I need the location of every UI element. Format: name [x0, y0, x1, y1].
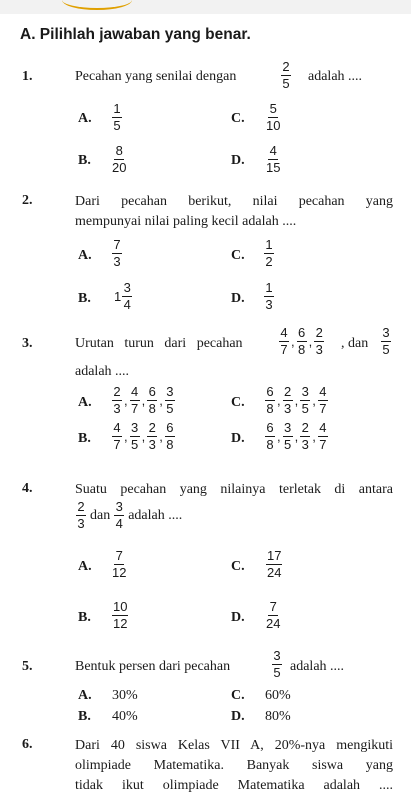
q1-option-b-label[interactable]: B.	[78, 153, 91, 168]
q2-number: 2.	[22, 193, 33, 208]
q3-stem-fractions: $\frac{4}{7}$ , $\frac{6}{8}$ , $\frac{2}{3}$	[280, 325, 323, 357]
q5-stem-fraction: $\frac{3}{5}$	[273, 648, 281, 680]
q3-number: 3.	[22, 336, 33, 351]
q5-option-b-label[interactable]: B.	[78, 709, 91, 724]
q5-option-a-label[interactable]: A.	[78, 688, 92, 703]
q3-option-c-label[interactable]: C.	[231, 395, 245, 410]
q1-option-d-fraction[interactable]: $\frac{4}{15}$	[266, 143, 281, 175]
q3-option-a-label[interactable]: A.	[78, 395, 92, 410]
q1-option-d-label[interactable]: D.	[231, 153, 245, 168]
q5-option-c-value[interactable]: 60%	[265, 688, 291, 703]
q5-option-a-value[interactable]: 30%	[112, 688, 138, 703]
q5-option-d-label[interactable]: D.	[231, 709, 245, 724]
q5-option-b-value[interactable]: 40%	[112, 709, 138, 724]
q2-option-b-mixed-number[interactable]: 1 $\frac{3}{4}$	[114, 280, 131, 312]
top-edge	[0, 0, 411, 14]
q4-option-c-fraction[interactable]: $\frac{17}{24}$	[267, 548, 282, 580]
q5-option-d-value[interactable]: 80%	[265, 709, 291, 724]
q3-stem-line2: adalah ....	[75, 364, 130, 379]
q3-stem-last-fraction: $\frac{3}{5}$	[382, 325, 390, 357]
q1-option-a-label[interactable]: A.	[78, 111, 92, 126]
q2-option-d-fraction[interactable]: $\frac{1}{3}$	[265, 280, 273, 312]
q3-option-b-label[interactable]: B.	[78, 431, 91, 446]
q4-number: 4.	[22, 481, 33, 496]
q5-option-c-label[interactable]: C.	[231, 688, 245, 703]
q4-option-d-fraction[interactable]: $\frac{7}{24}$	[266, 599, 281, 631]
q4-stem: Suatu pecahan yang nilainya terletak di antara	[75, 482, 393, 497]
q3-option-c-fractions[interactable]: $\frac{6}{8}$ , $\frac{2}{3}$ , $\frac{3}{5}$ , $\frac{4}{7}$	[266, 384, 327, 416]
decorative-arc	[62, 0, 132, 10]
q2-option-a-fraction[interactable]: $\frac{7}{3}$	[113, 237, 121, 269]
q3-option-b-fractions[interactable]: $\frac{4}{7}$ , $\frac{3}{5}$ , $\frac{2}{3}$ , $\frac{6}{8}$	[113, 420, 174, 452]
q6-line3: tidak ikut olimpiade Matematika adalah ....	[75, 778, 393, 793]
q2-stem-line2: mempunyai nilai paling kecil adalah ....	[75, 214, 297, 229]
q1-option-a-fraction[interactable]: $\frac{1}{5}$	[113, 101, 121, 133]
q6-line1: Dari 40 siswa Kelas VII A, 20%-nya mengikuti	[75, 738, 393, 753]
q4-option-c-label[interactable]: C.	[231, 559, 245, 574]
q1-number: 1.	[22, 69, 33, 84]
q4-option-d-label[interactable]: D.	[231, 610, 245, 625]
q2-option-c-label[interactable]: C.	[231, 248, 245, 263]
q3-stem: Urutan turun dari pecahan	[75, 336, 243, 351]
q6-line2: olimpiade Matematika. Banyak siswa yang	[75, 758, 393, 773]
q3-option-a-fractions[interactable]: $\frac{2}{3}$ , $\frac{4}{7}$ , $\frac{6}{8}$ , $\frac{3}{5}$	[113, 384, 174, 416]
q6-number: 6.	[22, 737, 33, 752]
q4-stem-line2: $\frac{2}{3}$ dan $\frac{3}{4}$ adalah ....	[77, 499, 183, 531]
q1-option-c-fraction[interactable]: $\frac{5}{10}$	[266, 101, 281, 133]
q2-option-d-label[interactable]: D.	[231, 291, 245, 306]
q5-stem: Bentuk persen dari pecahan	[75, 659, 231, 674]
q4-option-b-label[interactable]: B.	[78, 610, 91, 625]
q1-stem-end: adalah ....	[308, 69, 363, 84]
q2-option-a-label[interactable]: A.	[78, 248, 92, 263]
q5-stem-end: adalah ....	[290, 659, 345, 674]
section-heading: A. Pilihlah jawaban yang benar.	[20, 26, 251, 43]
q3-stem-dan: , dan	[341, 336, 369, 351]
q2-option-b-label[interactable]: B.	[78, 291, 91, 306]
q4-option-b-fraction[interactable]: $\frac{10}{12}$	[113, 599, 128, 631]
q1-option-b-fraction[interactable]: $\frac{8}{20}$	[112, 143, 127, 175]
q1-option-c-label[interactable]: C.	[231, 111, 245, 126]
q3-option-d-label[interactable]: D.	[231, 431, 245, 446]
q1-stem: Pecahan yang senilai dengan	[75, 69, 237, 84]
q1-stem-fraction: $\frac{2}{5}$	[282, 59, 290, 91]
q5-number: 5.	[22, 659, 33, 674]
q4-option-a-label[interactable]: A.	[78, 559, 92, 574]
q3-option-d-fractions[interactable]: $\frac{6}{8}$ , $\frac{3}{5}$ , $\frac{2}{3}$ , $\frac{4}{7}$	[266, 420, 327, 452]
q2-option-c-fraction[interactable]: $\frac{1}{2}$	[265, 237, 273, 269]
q2-stem-line1: Dari pecahan berikut, nilai pecahan yang	[75, 194, 393, 209]
q4-option-a-fraction[interactable]: $\frac{7}{12}$	[112, 548, 127, 580]
